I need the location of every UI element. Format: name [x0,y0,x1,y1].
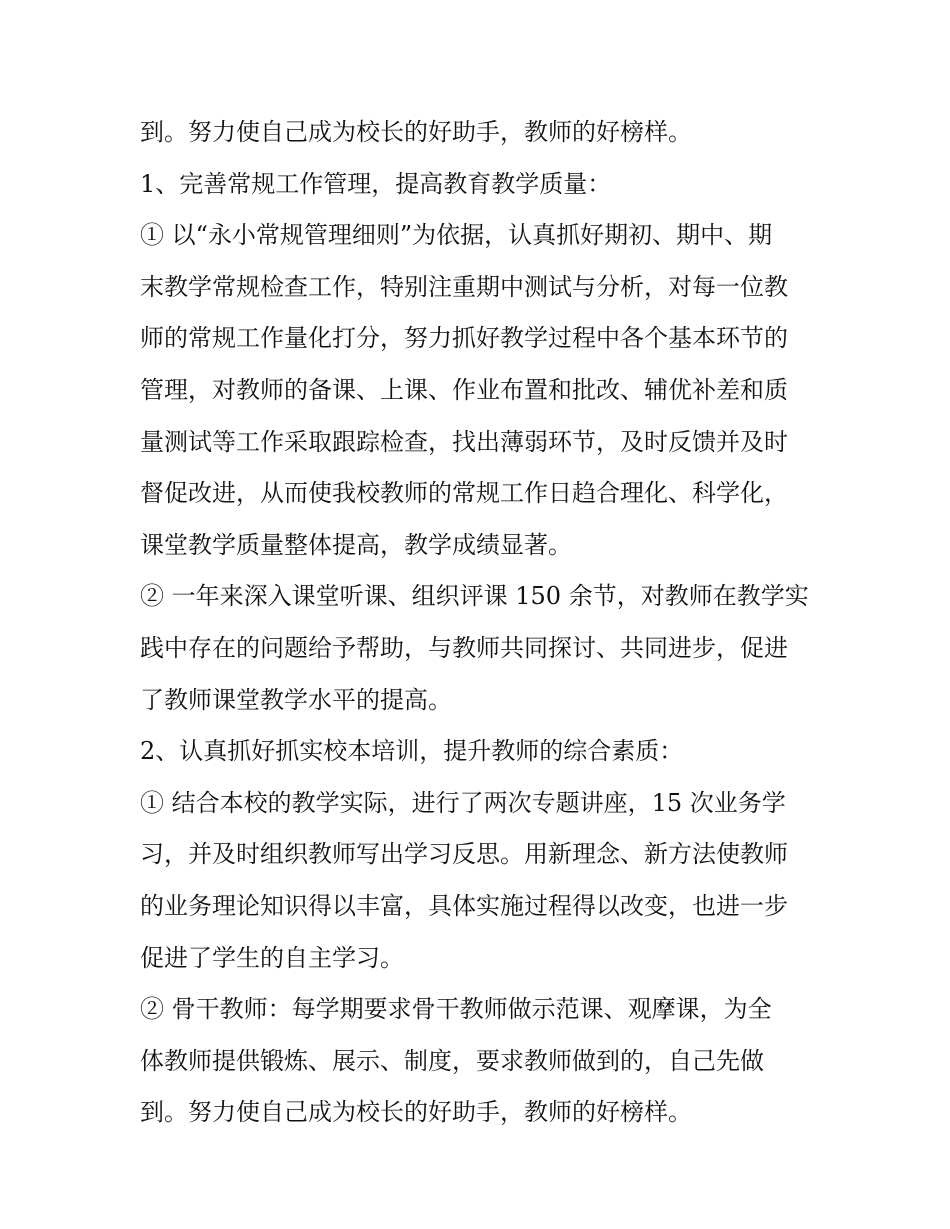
text-line: 到。努力使自己成为校长的好助手，教师的好榜样。 [140,1098,692,1127]
text-line: 督促改进，从而使我校教师的常规工作日趋合理化、科学化， [140,479,788,508]
text-line: ① 以“永小常规管理细则”为依据，认真抓好期初、期中、期 [140,221,773,250]
text-line: ② 一年来深入课堂听课、组织评课 150 余节，对教师在教学实 [140,582,809,611]
text-line: 习，并及时组织教师写出学习反思。用新理念、新方法使教师 [140,840,788,869]
section-heading: 2、认真抓好抓实校本培训，提升教师的综合素质： [140,737,684,766]
section-heading: 1、完善常规工作管理，提高教育教学质量： [140,169,612,198]
document-body [140,107,820,1139]
text-line: 量测试等工作采取跟踪检查，找出薄弱环节，及时反馈并及时 [140,427,788,456]
text-line: 末教学常规检查工作，特别注重期中测试与分析，对每一位教 [140,272,788,301]
text-line: ② 骨干教师：每学期要求骨干教师做示范课、观摩课，为全 [140,995,772,1024]
text-line: 促进了学生的自主学习。 [140,943,404,972]
text-line: 的业务理论知识得以丰富，具体实施过程得以改变，也进一步 [140,891,788,920]
text-line: 践中存在的问题给予帮助，与教师共同探讨、共同进步，促进 [140,633,788,662]
text-line: 体教师提供锻炼、展示、制度，要求教师做到的，自己先做 [140,1046,764,1075]
text-line: 师的常规工作量化打分，努力抓好教学过程中各个基本环节的 [140,324,788,353]
text-line: 管理，对教师的备课、上课、作业布置和批改、辅优补差和质 [140,375,788,404]
text-line: 到。努力使自己成为校长的好助手，教师的好榜样。 [140,118,692,146]
text-line: 课堂教学质量整体提高，教学成绩显著。 [140,530,572,559]
text-line: 了教师课堂教学水平的提高。 [140,685,452,714]
text-line: ① 结合本校的教学实际，进行了两次专题讲座，15 次业务学 [140,788,786,817]
